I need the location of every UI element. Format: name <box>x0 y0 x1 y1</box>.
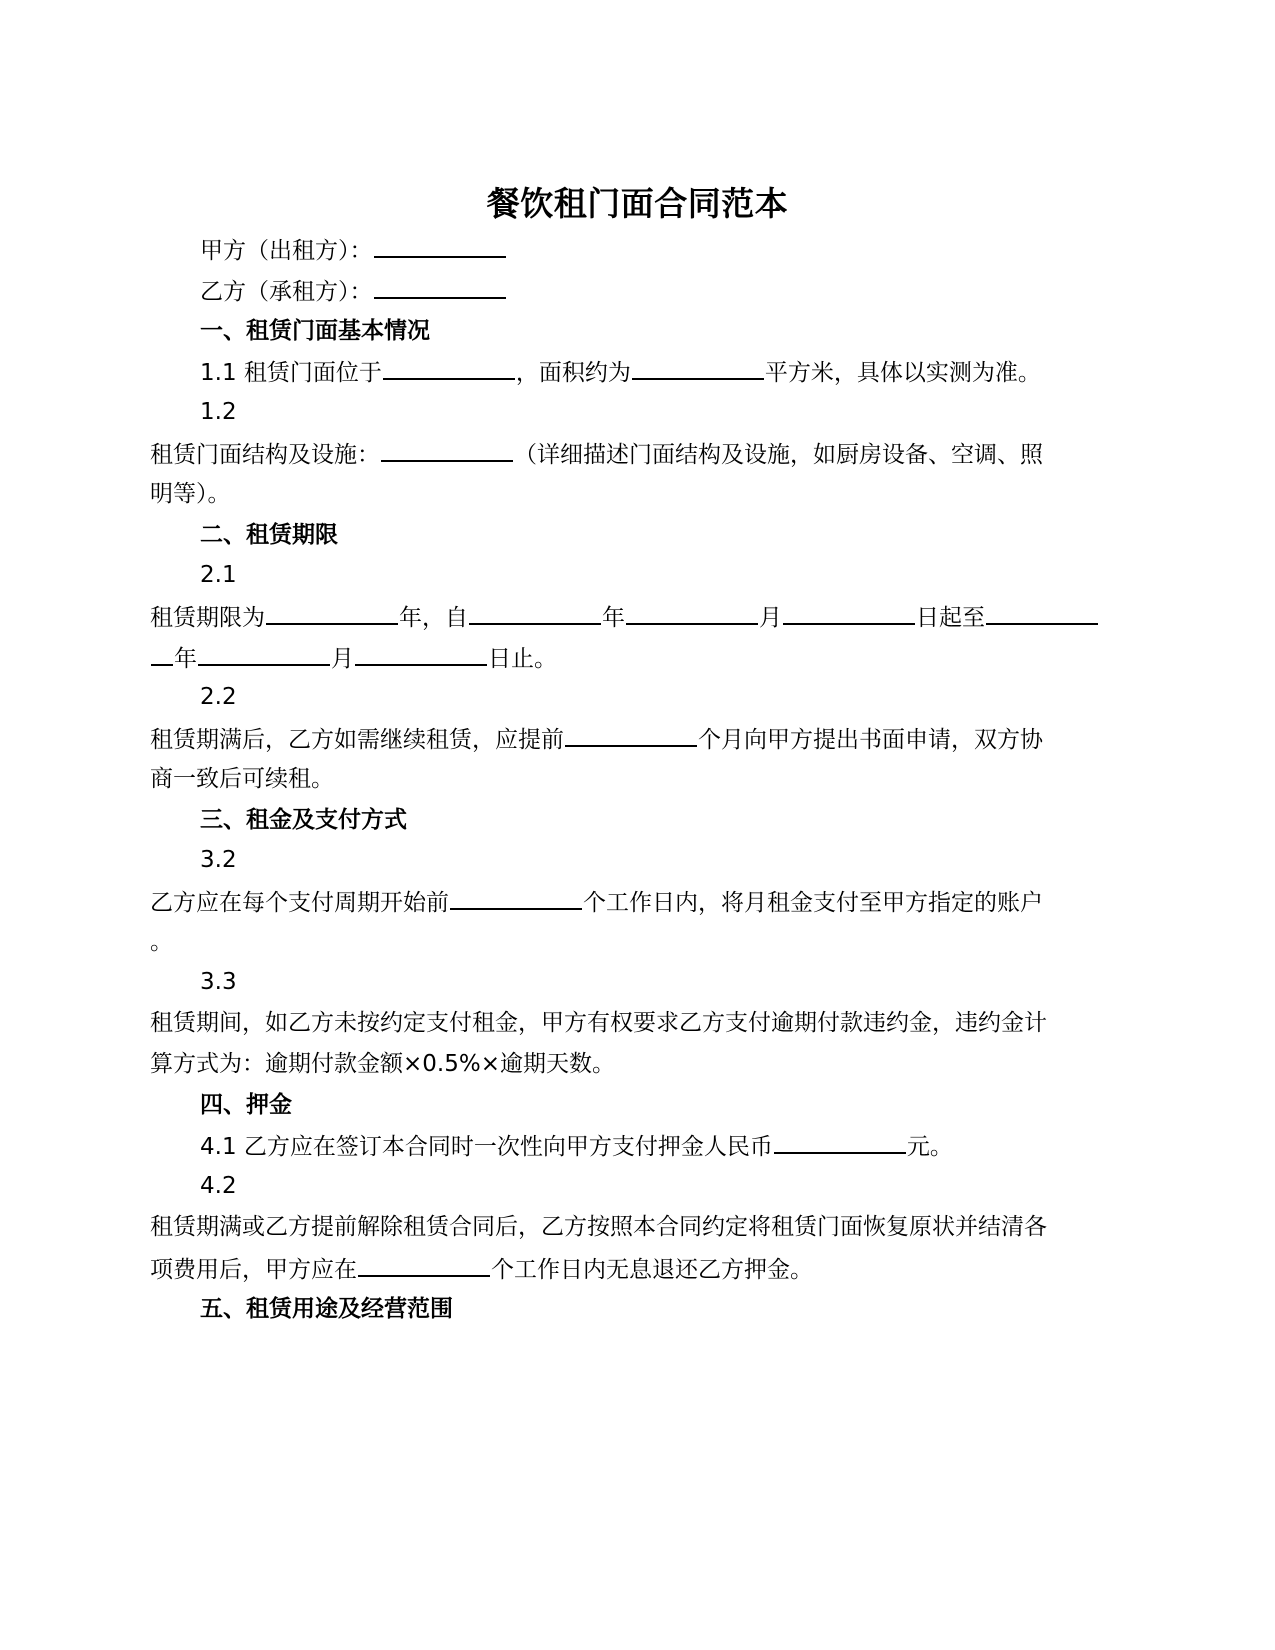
party-b-blank[interactable] <box>374 275 506 299</box>
end-day-blank[interactable] <box>355 642 487 666</box>
clause-number: 1.2 <box>200 399 237 425</box>
deposit-amount-blank[interactable] <box>774 1130 906 1154</box>
party-a-line <box>200 234 507 266</box>
renewal-months-blank[interactable] <box>565 723 697 747</box>
clause-number: 4.1 <box>200 1134 237 1160</box>
clause-number: 1.1 <box>200 360 237 386</box>
clause-number: 2.1 <box>200 562 237 588</box>
clause-number: 4.2 <box>200 1173 237 1199</box>
start-day-blank[interactable] <box>783 601 915 625</box>
clause-1-2 <box>150 438 1043 470</box>
clause-text: （详细描述门面结构及设施，如厨房设备、空调、照 <box>514 442 1043 468</box>
clause-4-2-cont <box>150 1253 813 1285</box>
clause-number: 3.2 <box>200 847 237 873</box>
end-year-blank-cont[interactable] <box>151 642 173 666</box>
clause-text: ，面积约为 <box>515 360 631 386</box>
term-years-blank[interactable] <box>266 601 398 625</box>
payment-days-blank[interactable] <box>450 886 582 910</box>
clause-text: 日起至 <box>916 605 985 631</box>
section-heading-2: 二、租赁期限 <box>200 522 338 548</box>
facilities-blank[interactable] <box>381 438 513 462</box>
clause-text: 项费用后，甲方应在 <box>150 1257 357 1283</box>
document-title: 餐饮租门面合同范本 <box>486 184 789 223</box>
clause-text: 月 <box>331 646 354 672</box>
party-b-label: 乙方（承租方）： <box>200 279 373 305</box>
start-month-blank[interactable] <box>626 601 758 625</box>
clause-text: 租赁期满后，乙方如需继续租赁，应提前 <box>150 727 564 753</box>
start-year-blank[interactable] <box>469 601 601 625</box>
clause-text: 明等）。 <box>150 481 231 507</box>
clause-2-1 <box>150 601 1099 633</box>
clause-text: 租赁期满或乙方提前解除租赁合同后，乙方按照本合同约定将租赁门面恢复原状并结清各 <box>150 1214 1047 1240</box>
clause-text: 乙方应在每个支付周期开始前 <box>150 890 449 916</box>
clause-text: 个月向甲方提出书面申请，双方协 <box>698 727 1043 753</box>
clause-3-2 <box>150 886 1043 918</box>
clause-text: 。 <box>150 929 173 955</box>
clause-2-1-cont <box>150 642 557 674</box>
section-heading-4: 四、押金 <box>200 1092 292 1118</box>
clause-text: 算方式为：逾期付款金额×0.5%×逾期天数。 <box>150 1051 615 1077</box>
clause-text: 月 <box>759 605 782 631</box>
clause-number: 2.2 <box>200 684 237 710</box>
end-year-blank[interactable] <box>986 601 1098 625</box>
clause-text: 年 <box>174 646 197 672</box>
clause-text: 租赁期间，如乙方未按约定支付租金，甲方有权要求乙方支付逾期付款违约金，违约金计 <box>150 1010 1047 1036</box>
clause-2-2 <box>150 723 1043 755</box>
clause-1-1 <box>200 356 1041 388</box>
clause-number: 3.3 <box>200 969 237 995</box>
section-heading-1: 一、租赁门面基本情况 <box>200 318 430 344</box>
area-blank[interactable] <box>632 356 764 380</box>
clause-text: 乙方应在签订本合同时一次性向甲方支付押金人民币 <box>243 1134 773 1160</box>
clause-text: 租赁门面位于 <box>243 360 382 386</box>
clause-text: 年，自 <box>399 605 468 631</box>
party-a-label: 甲方（出租方）： <box>200 238 373 264</box>
section-heading-3: 三、租金及支付方式 <box>200 807 407 833</box>
clause-text: 元。 <box>906 1134 953 1160</box>
section-heading-5: 五、租赁用途及经营范围 <box>200 1296 453 1322</box>
end-month-blank[interactable] <box>198 642 330 666</box>
refund-days-blank[interactable] <box>358 1253 490 1277</box>
clause-text: 租赁期限为 <box>150 605 265 631</box>
clause-text: 平方米，具体以实测为准。 <box>764 360 1041 386</box>
clause-text: 个工作日内无息退还乙方押金。 <box>491 1257 813 1283</box>
clause-text: 日止。 <box>488 646 557 672</box>
clause-text: 年 <box>602 605 625 631</box>
clause-text: 商一致后可续租。 <box>150 766 334 792</box>
clause-4-1 <box>200 1130 953 1162</box>
party-b-line <box>200 275 507 307</box>
clause-text: 个工作日内，将月租金支付至甲方指定的账户 <box>583 890 1043 916</box>
location-blank[interactable] <box>383 356 515 380</box>
clause-text: 租赁门面结构及设施： <box>150 442 380 468</box>
party-a-blank[interactable] <box>374 234 506 258</box>
